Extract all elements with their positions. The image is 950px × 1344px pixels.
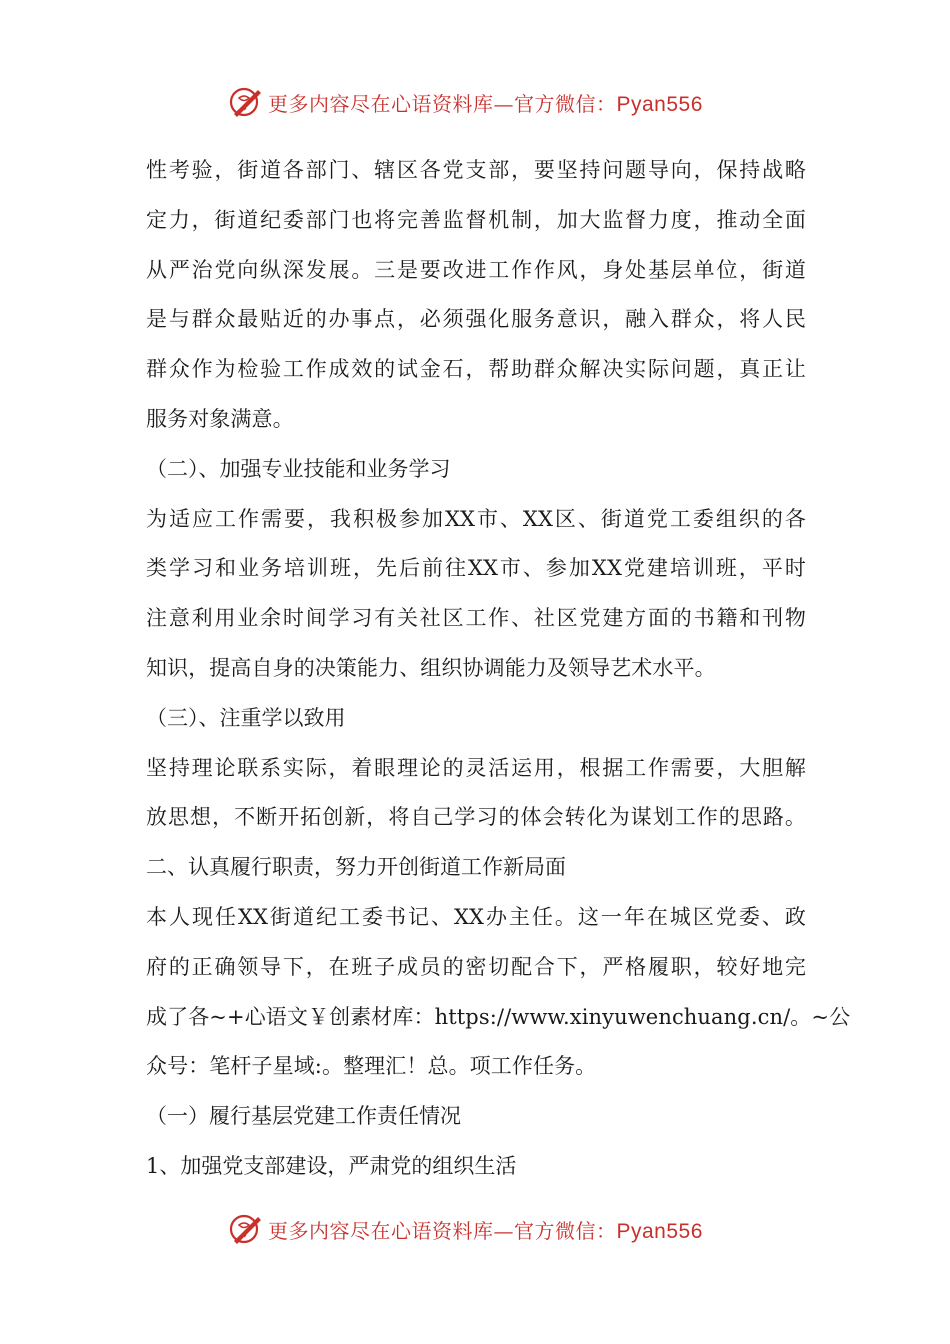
body-line-9: 类学习和业务培训班，先后前往XX市、参加XX党建培训班，平时 <box>146 556 806 581</box>
footer-wechat-account: Pyan556 <box>616 1219 703 1243</box>
body-line-8: 为适应工作需要，我积极参加XX市、XX区、街道党工委组织的各 <box>146 506 806 531</box>
header-watermark-banner <box>0 82 950 122</box>
pen-nib-logo-icon <box>228 84 264 120</box>
body-line-17: 府的正确领导下，在班子成员的密切配合下，严格履职，较好地完 <box>146 954 806 979</box>
body-line-2: 定力，街道纪委部门也将完善监督机制，加大监督力度，推动全面 <box>146 207 806 232</box>
body-line-4: 是与群众最贴近的办事点，必须强化服务意识，融入群众，将人民 <box>146 307 806 332</box>
header-wechat-account: Pyan556 <box>616 92 703 116</box>
body-line-16: 本人现任XX街道纪工委书记、XX办主任。这一年在城区党委、政 <box>146 904 806 929</box>
section-heading-2: （二）、加强专业技能和业务学习 <box>146 456 451 481</box>
body-line-1: 性考验，街道各部门、辖区各党支部，要坚持问题导向，保持战略 <box>146 158 806 182</box>
subsection-item-1: 1、加强党支部建设，严肃党的组织生活 <box>146 1153 517 1178</box>
footer-banner-text: 更多内容尽在心语资料库—官方微信：Pyan556 <box>268 1218 703 1243</box>
body-line-14: 放思想，不断开拓创新，将自己学习的体会转化为谋划工作的思路。 <box>146 805 806 830</box>
body-line-6: 服务对象满意。 <box>146 406 294 431</box>
body-line-11: 知识，提高自身的决策能力、组织协调能力及领导艺术水平。 <box>146 655 716 680</box>
chapter-heading-2: 二、认真履行职责，努力开创街道工作新局面 <box>146 855 566 880</box>
body-line-13: 坚持理论联系实际，着眼理论的灵活运用，根据工作需要，大胆解 <box>146 755 806 780</box>
header-banner-text: 更多内容尽在心语资料库—官方微信：Pyan556 <box>268 91 703 116</box>
document-body <box>146 146 851 1192</box>
body-line-10: 注意利用业余时间学习有关社区工作、社区党建方面的书籍和刊物 <box>146 606 806 631</box>
section-heading-3: （三）、注重学以致用 <box>146 705 346 730</box>
body-line-3: 从严治党向纵深发展。三是要改进工作作风，身处基层单位，街道 <box>146 257 806 282</box>
subsection-heading-1: （一）履行基层党建工作责任情况 <box>146 1104 461 1129</box>
body-line-19: 众号：笔杆子星域:。整理汇！总。项工作任务。 <box>146 1054 597 1079</box>
body-line-5: 群众作为检验工作成效的试金石，帮助群众解决实际问题，真正让 <box>146 357 806 382</box>
footer-watermark-banner <box>0 1209 950 1249</box>
pen-nib-logo-icon <box>228 1211 264 1247</box>
body-line-18: 成了各~+心语文￥创素材库：https://www.xinyuwenchuang.cn/。~公 <box>146 1004 851 1029</box>
